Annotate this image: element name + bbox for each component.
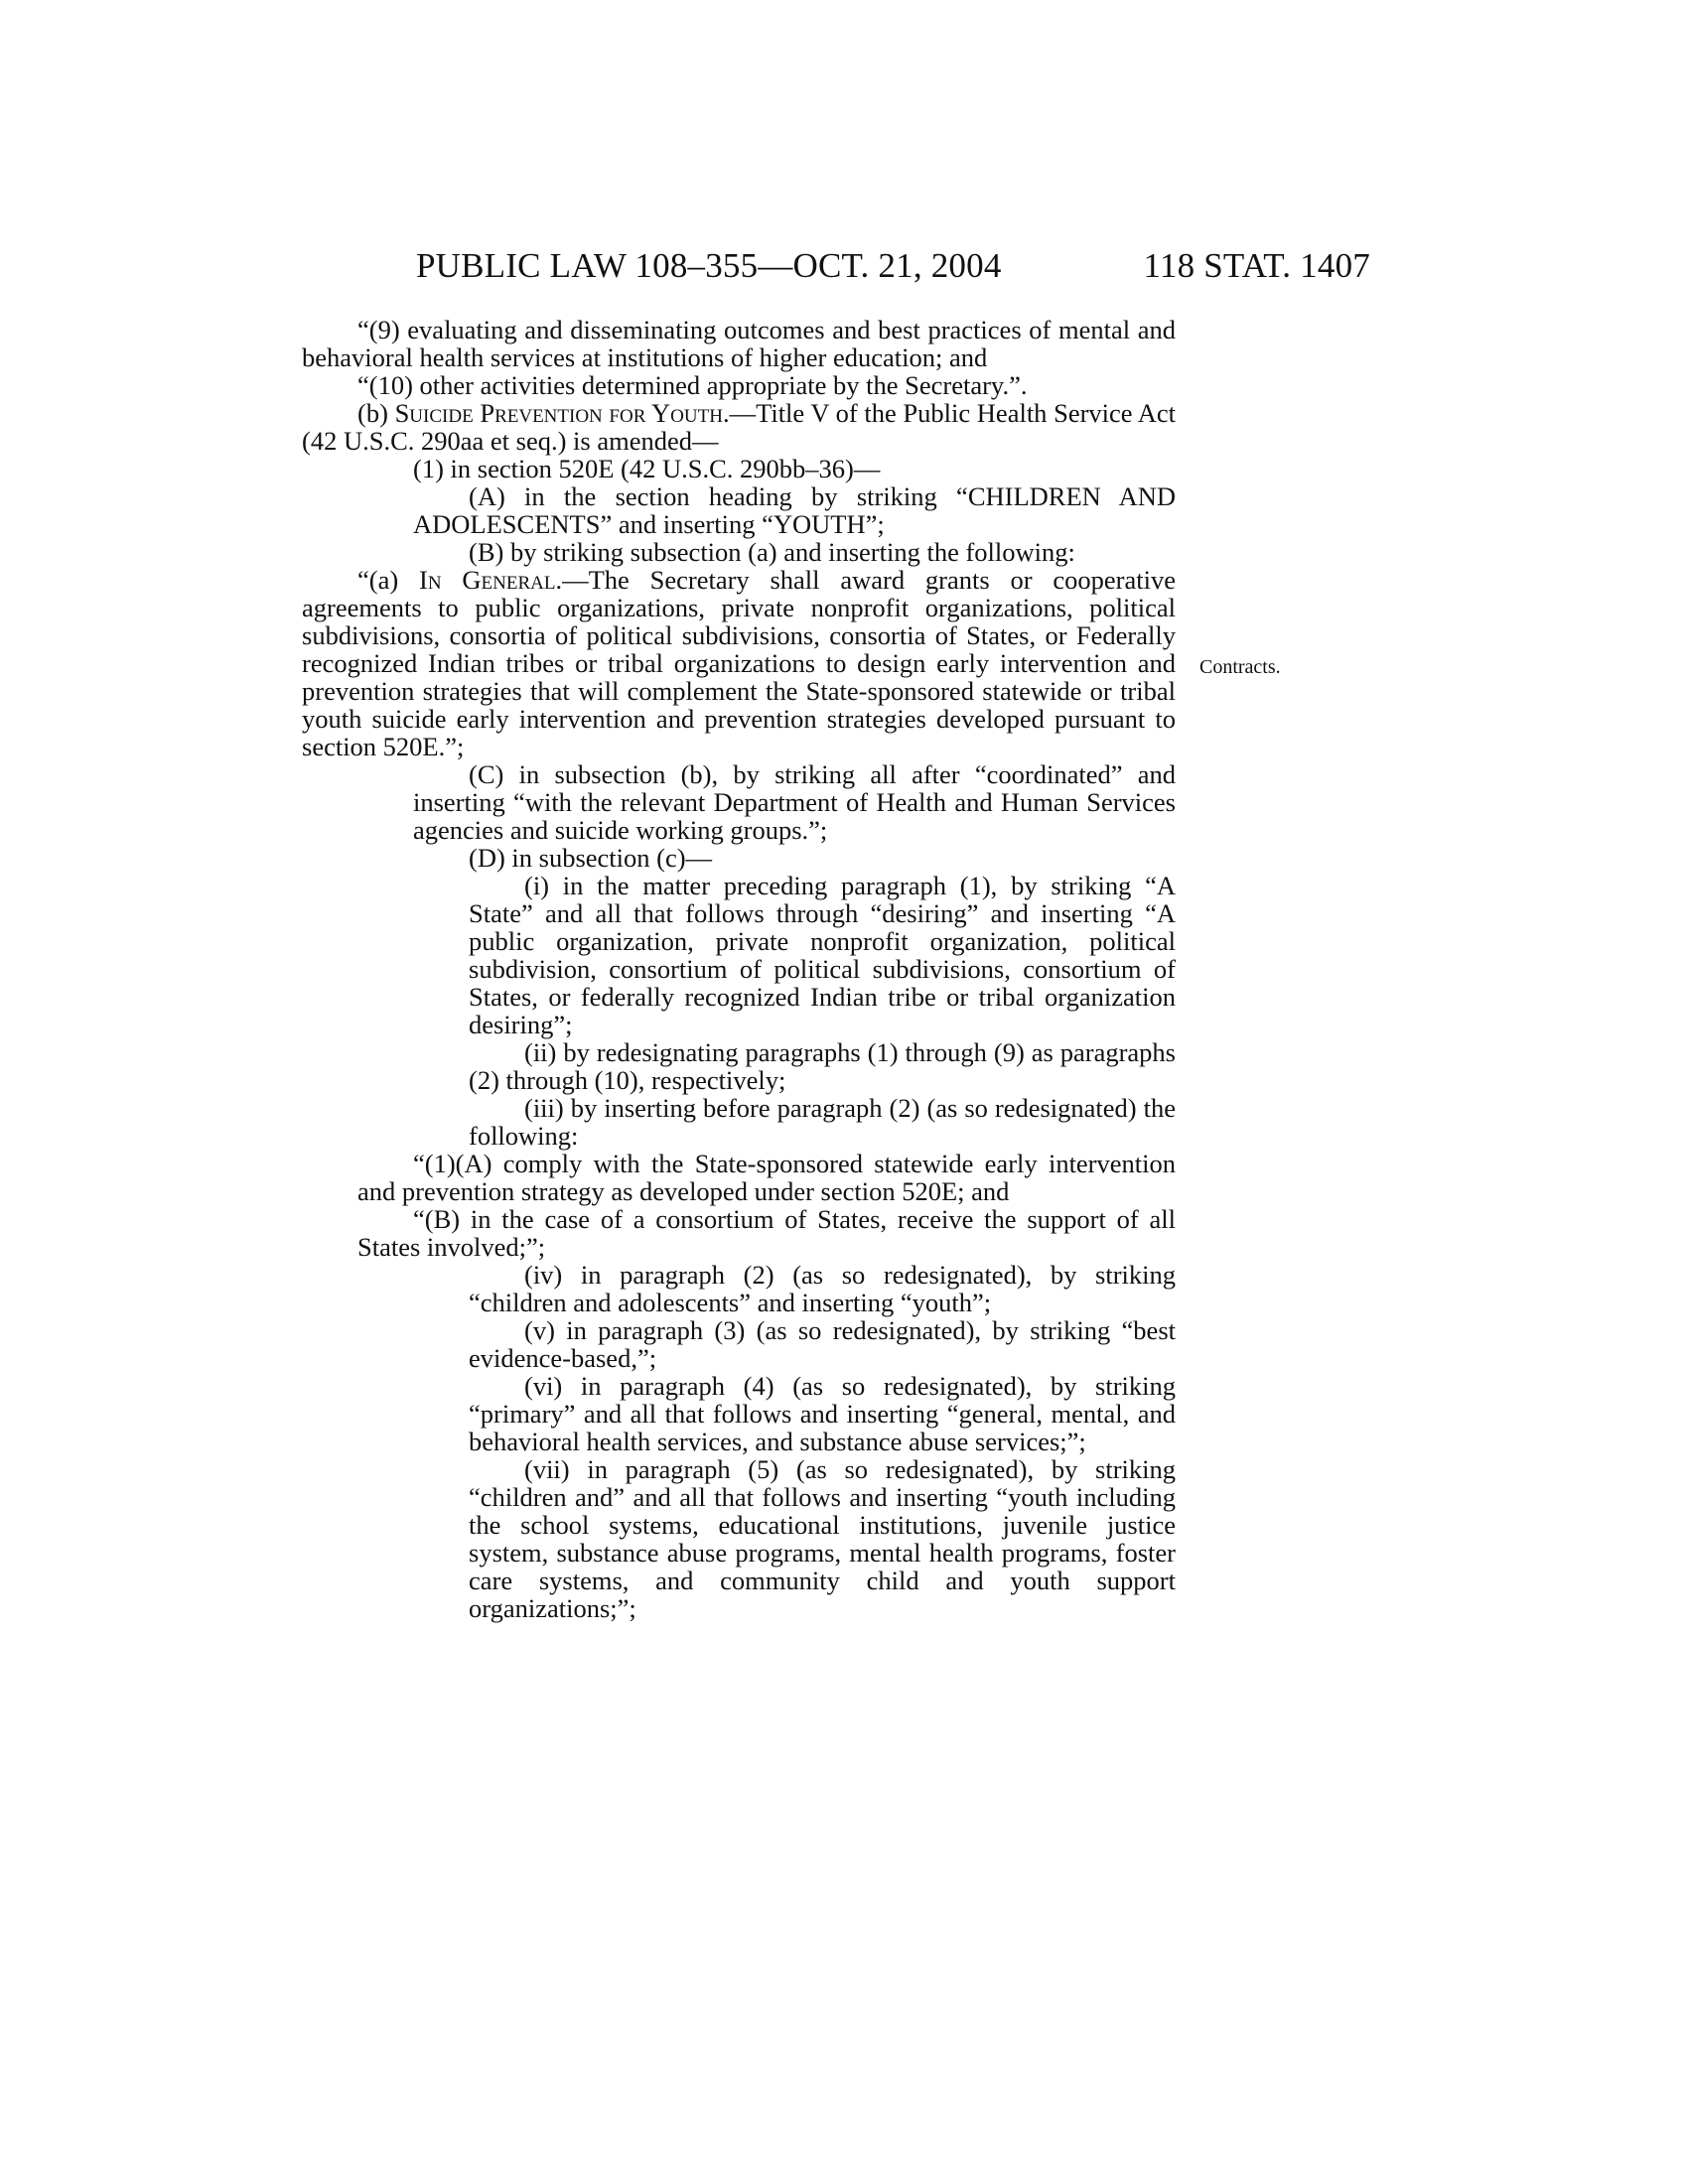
margin-note-contracts: Contracts.: [1199, 656, 1281, 678]
inserted-subsection-a-heading: In General.: [419, 565, 563, 595]
page-number: 118 STAT. 1407: [1143, 246, 1370, 285]
paragraph-1: (1) in section 520E (42 U.S.C. 290bb–36)—: [413, 454, 881, 483]
document-body: [302, 316, 1176, 1622]
subsection-b-label: (b): [357, 398, 395, 428]
subparagraph-c: (C) in subsection (b), by striking all after “coordinated” and inserting “with the relevant Department of Health and Human Services agencies and suicide working groups.”;: [413, 759, 1176, 845]
subsection-b: [302, 399, 1176, 455]
inserted-subsection-a-label: “(a): [357, 565, 419, 595]
page-header: [0, 246, 1688, 296]
subparagraph-a: (A) in the section heading by striking “CHILDREN AND ADOLESCENTS” and inserting “YOUTH”;: [413, 481, 1176, 539]
clause-ii: (ii) by redesignating paragraphs (1) through (9) as paragraphs (2) through (10), respectively;: [469, 1037, 1176, 1095]
running-head-title: PUBLIC LAW 108–355—OCT. 21, 2004: [416, 246, 1002, 285]
inserted-paragraph-1b: “(B) in the case of a consortium of States, receive the support of all States involved;”;: [357, 1204, 1176, 1262]
inserted-paragraph-1a: “(1)(A) comply with the State-sponsored statewide early intervention and prevention strategy as developed under section 520E; and: [357, 1149, 1176, 1206]
subsection-b-text: —Title V of the Public Health Service Act (42 U.S.C. 290aa et seq.) is amended—: [302, 398, 1176, 456]
clause-v: (v) in paragraph (3) (as so redesignated), by striking “best evidence-based,”;: [469, 1315, 1176, 1373]
subparagraph-b: (B) by striking subsection (a) and inserting the following:: [469, 537, 1075, 567]
paragraph-9: “(9) evaluating and disseminating outcomes and best practices of mental and behavioral health services at institutions of higher education; and: [302, 315, 1176, 372]
clause-i: (i) in the matter preceding paragraph (1), by striking “A State” and all that follows through “desiring” and inserting “A public organization, private nonprofit organization, political subdivision, consortium of political subdivisions, consortium of States, or federally recognized Indian tribe or tribal organization desiring”;: [469, 871, 1176, 1039]
subparagraph-d: (D) in subsection (c)—: [469, 843, 713, 873]
subsection-b-heading: Suicide Prevention for Youth.: [394, 398, 730, 428]
clause-vi: (vi) in paragraph (4) (as so redesignated), by striking “primary” and all that follows and inserting “general, mental, and behavioral health services, and substance abuse services;”;: [469, 1371, 1176, 1456]
clause-vii: (vii) in paragraph (5) (as so redesignated), by striking “children and” and all that follows and inserting “youth including the school systems, educational institutions, juvenile justice system, substance abuse programs, mental health programs, foster care systems, and community child and youth support organizations;”;: [469, 1454, 1176, 1623]
clause-iv: (iv) in paragraph (2) (as so redesignated), by striking “children and adolescents” and inserting “youth”;: [469, 1260, 1176, 1317]
paragraph-10: “(10) other activities determined appropriate by the Secretary.”.: [357, 370, 1028, 400]
inserted-subsection-a: [302, 566, 1176, 760]
clause-iii: (iii) by inserting before paragraph (2) (as so redesignated) the following:: [469, 1093, 1176, 1151]
inserted-subsection-a-text: —The Secretary shall award grants or cooperative agreements to public organizations, private nonprofit organizations, political subdivisions, consortia of political subdivisions, consortia of States, or Federally recognized Indian tribes or tribal organizations to design early intervention and prevention strategies that will complement the State-sponsored statewide or tribal youth suicide early intervention and prevention strategies developed pursuant to section 520E.”;: [302, 565, 1176, 761]
